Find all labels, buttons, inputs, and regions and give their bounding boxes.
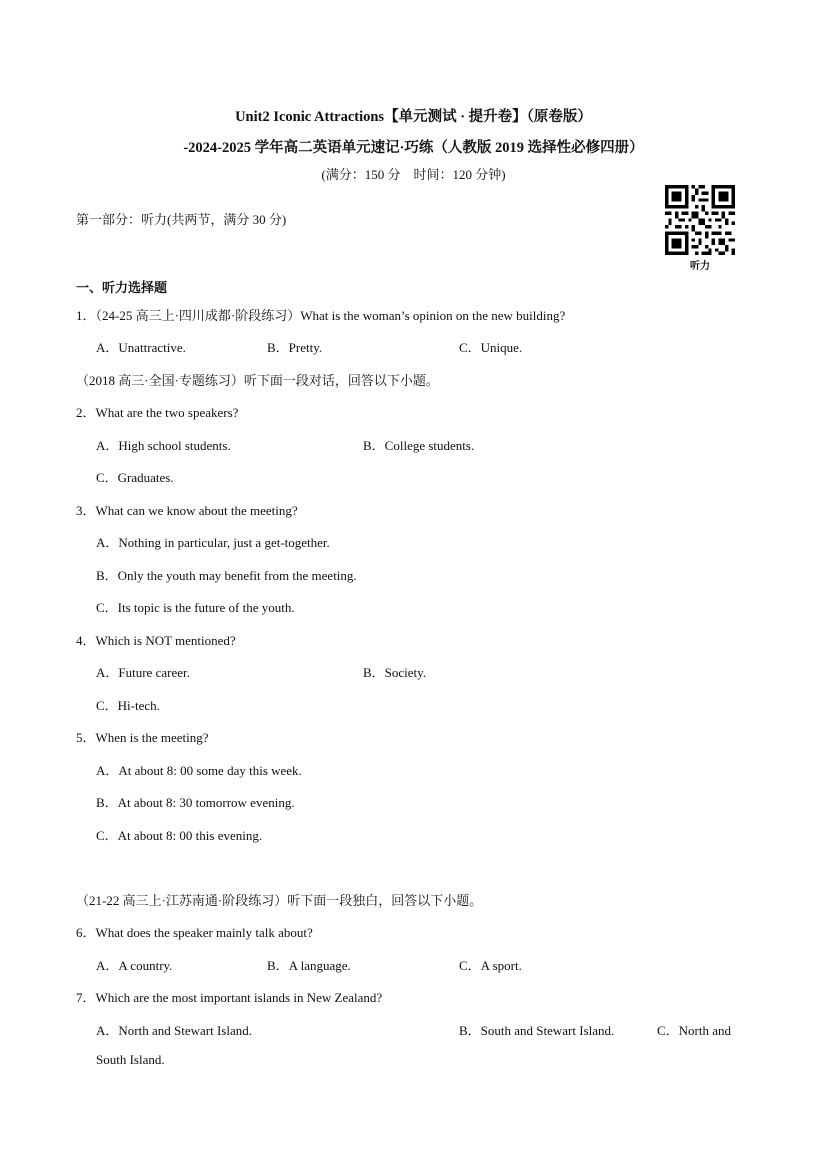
question-6-option-a: A．A country. bbox=[96, 958, 173, 973]
question-2-option-a: A．High school students. bbox=[96, 438, 231, 453]
listening-intro: （2018 高三·全国·专题练习）听下面一段对话，回答以下小题。 bbox=[76, 373, 439, 388]
question-7-option-c-continued: South Island. bbox=[96, 1052, 165, 1067]
document-subtitle: -2024-2025 学年高二英语单元速记·巧练（人教版 2019 选择性必修四册） bbox=[183, 140, 644, 156]
question-3-option-a: A．Nothing in particular, just a get-together. bbox=[96, 535, 330, 550]
question-4-option-a: A．Future career. bbox=[96, 665, 190, 680]
question-7-option-b: B．South and Stewart Island. bbox=[459, 1023, 615, 1038]
question-6-stem: 6．What does the speaker mainly talk about? bbox=[76, 925, 313, 940]
question-4-option-c: C．Hi-tech. bbox=[96, 698, 160, 713]
question-2-option-c: C．Graduates. bbox=[96, 470, 174, 485]
exam-meta: (满分：150 分 时间：120 分钟) bbox=[321, 167, 506, 182]
section-heading: 一、听力选择题 bbox=[76, 280, 168, 295]
question-4-stem: 4．Which is NOT mentioned? bbox=[76, 633, 236, 648]
question-2-stem: 2．What are the two speakers? bbox=[76, 405, 239, 420]
question-3-option-c: C．Its topic is the future of the youth. bbox=[96, 600, 295, 615]
question-2-option-b: B．College students. bbox=[363, 438, 475, 453]
question-5-option-a: A．At about 8: 00 some day this week. bbox=[96, 763, 302, 778]
qr-label: 听力 bbox=[690, 261, 710, 272]
question-6-option-b: B．A language. bbox=[267, 958, 351, 973]
question-1-option-b: B．Pretty. bbox=[267, 340, 323, 355]
listening-intro: （21-22 高三上·江苏南通·阶段练习）听下面一段独白，回答以下小题。 bbox=[76, 893, 483, 908]
question-3-stem: 3．What can we know about the meeting? bbox=[76, 503, 298, 518]
question-5-option-c: C．At about 8: 00 this evening. bbox=[96, 828, 263, 843]
part-heading: 第一部分：听力(共两节，满分 30 分) bbox=[76, 212, 287, 227]
question-1-option-a: A．Unattractive. bbox=[96, 340, 186, 355]
question-5-option-b: B．At about 8: 30 tomorrow evening. bbox=[96, 795, 295, 810]
question-1-stem: 1．（24-25 高三上·四川成都·阶段练习）What is the woman’s opinion on the new building? bbox=[76, 308, 566, 323]
qr-code-icon bbox=[665, 185, 735, 255]
question-1-option-c: C．Unique. bbox=[459, 340, 523, 355]
question-5-stem: 5．When is the meeting? bbox=[76, 730, 209, 745]
question-7-option-a: A．North and Stewart Island. bbox=[96, 1023, 252, 1038]
question-4-option-b: B．Society. bbox=[363, 665, 427, 680]
question-7-stem: 7．Which are the most important islands in New Zealand? bbox=[76, 990, 383, 1005]
question-3-option-b: B．Only the youth may benefit from the meeting. bbox=[96, 568, 357, 583]
question-7-option-c: C．North and bbox=[657, 1023, 732, 1038]
question-6-option-c: C．A sport. bbox=[459, 958, 522, 973]
document-title: Unit2 Iconic Attractions【单元测试 · 提升卷】（原卷版） bbox=[235, 109, 592, 125]
